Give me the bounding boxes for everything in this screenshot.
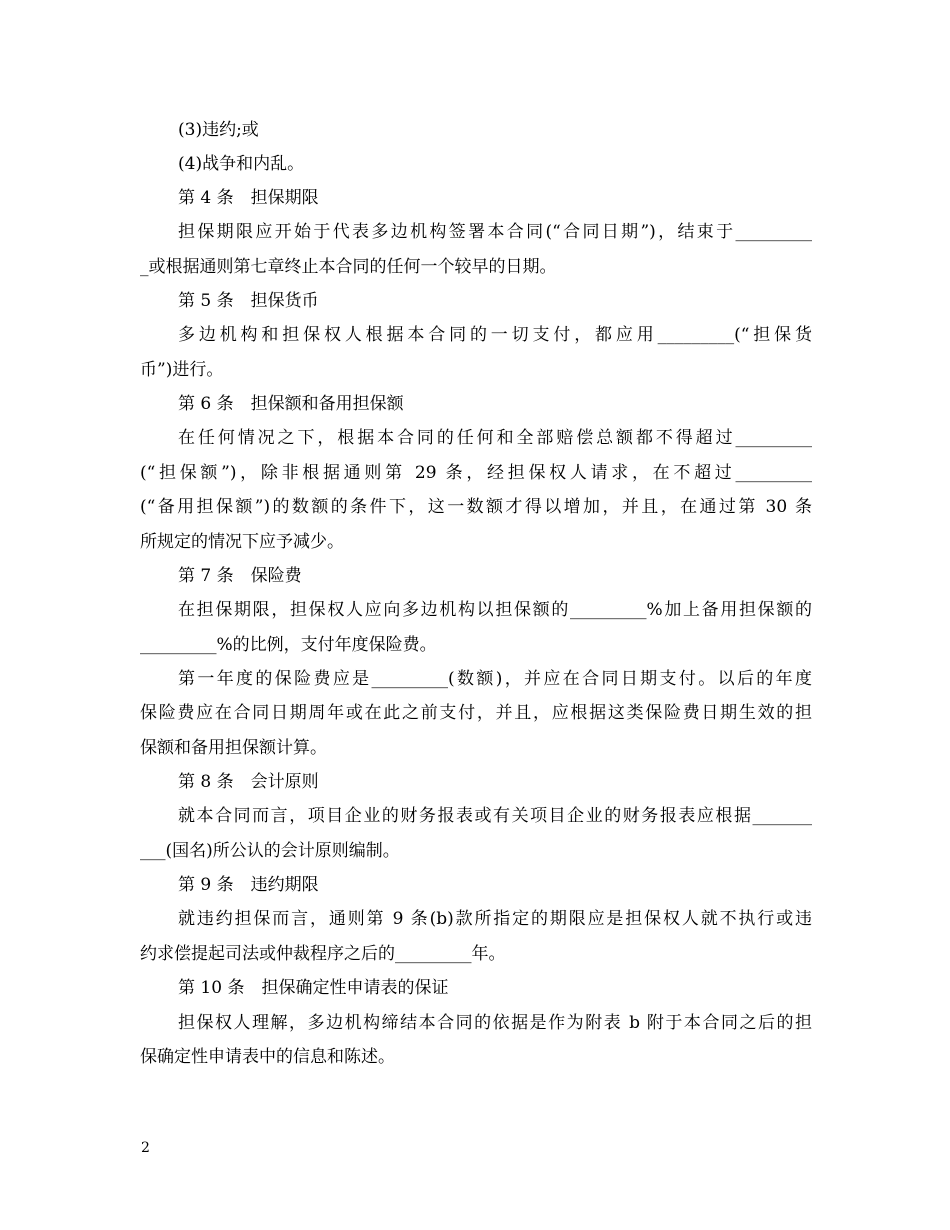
text-line: 约求偿提起司法或仲裁程序之后的_________年。 — [140, 944, 506, 964]
text-line: 所规定的情况下应予减少。 — [140, 532, 344, 552]
text-line: 就本合同而言，项目企业的财务报表或有关项目企业的财务报表应根据_______ — [178, 806, 812, 826]
text-line: (4)战争和内乱。 — [178, 154, 305, 174]
text-line: ___(国名)所公认的会计原则编制。 — [140, 841, 400, 861]
article-heading: 第 7 条 保险费 — [178, 566, 302, 586]
text-line: (“担保额”)，除非根据通则第 29 条，经担保权人请求，在不超过_________ — [140, 463, 812, 483]
text-line: 担保期限应开始于代表多边机构签署本合同(“合同日期”)，结束于_________ — [178, 222, 812, 242]
text-line: 币”)进行。 — [140, 360, 224, 380]
text-line: (3)违约;或 — [178, 120, 259, 140]
article-heading: 第 6 条 担保额和备用担保额 — [178, 394, 404, 414]
article-heading: 第 8 条 会计原则 — [178, 772, 319, 792]
text-line: 担保权人理解，多边机构缔结本合同的依据是作为附表 b 附于本合同之后的担 — [178, 1013, 812, 1033]
page-number: 2 — [141, 1140, 150, 1156]
article-heading: 第 4 条 担保期限 — [178, 188, 319, 208]
text-line: 保险费应在合同日期周年或在此之前支付，并且，应根据这类保险费日期生效的担 — [140, 703, 812, 723]
text-line: (“备用担保额”)的数额的条件下，这一数额才得以增加，并且，在通过第 30 条 — [140, 497, 812, 517]
text-line: 保确定性申请表中的信息和陈述。 — [140, 1047, 395, 1067]
text-line: 在任何情况之下，根据本合同的任何和全部赔偿总额都不得超过_________ — [178, 428, 812, 448]
text-line: 第一年度的保险费应是_________(数额)，并应在合同日期支付。以后的年度 — [178, 669, 812, 689]
article-heading: 第 9 条 违约期限 — [178, 875, 319, 895]
text-line: 在担保期限，担保权人应向多边机构以担保额的_________%加上备用担保额的 — [178, 600, 812, 620]
article-heading: 第 10 条 担保确定性申请表的保证 — [178, 978, 449, 998]
article-heading: 第 5 条 担保货币 — [178, 291, 319, 311]
text-line: 就违约担保而言，通则第 9 条(b)款所指定的期限应是担保权人就不执行或违 — [178, 909, 812, 929]
text-line: _________%的比例，支付年度保险费。 — [140, 635, 437, 655]
text-line: 保额和备用担保额计算。 — [140, 738, 327, 758]
text-line: _或根据通则第七章终止本合同的任何一个较早的日期。 — [140, 257, 557, 277]
text-line: 多边机构和担保权人根据本合同的一切支付，都应用_________(“担保货 — [178, 325, 812, 345]
